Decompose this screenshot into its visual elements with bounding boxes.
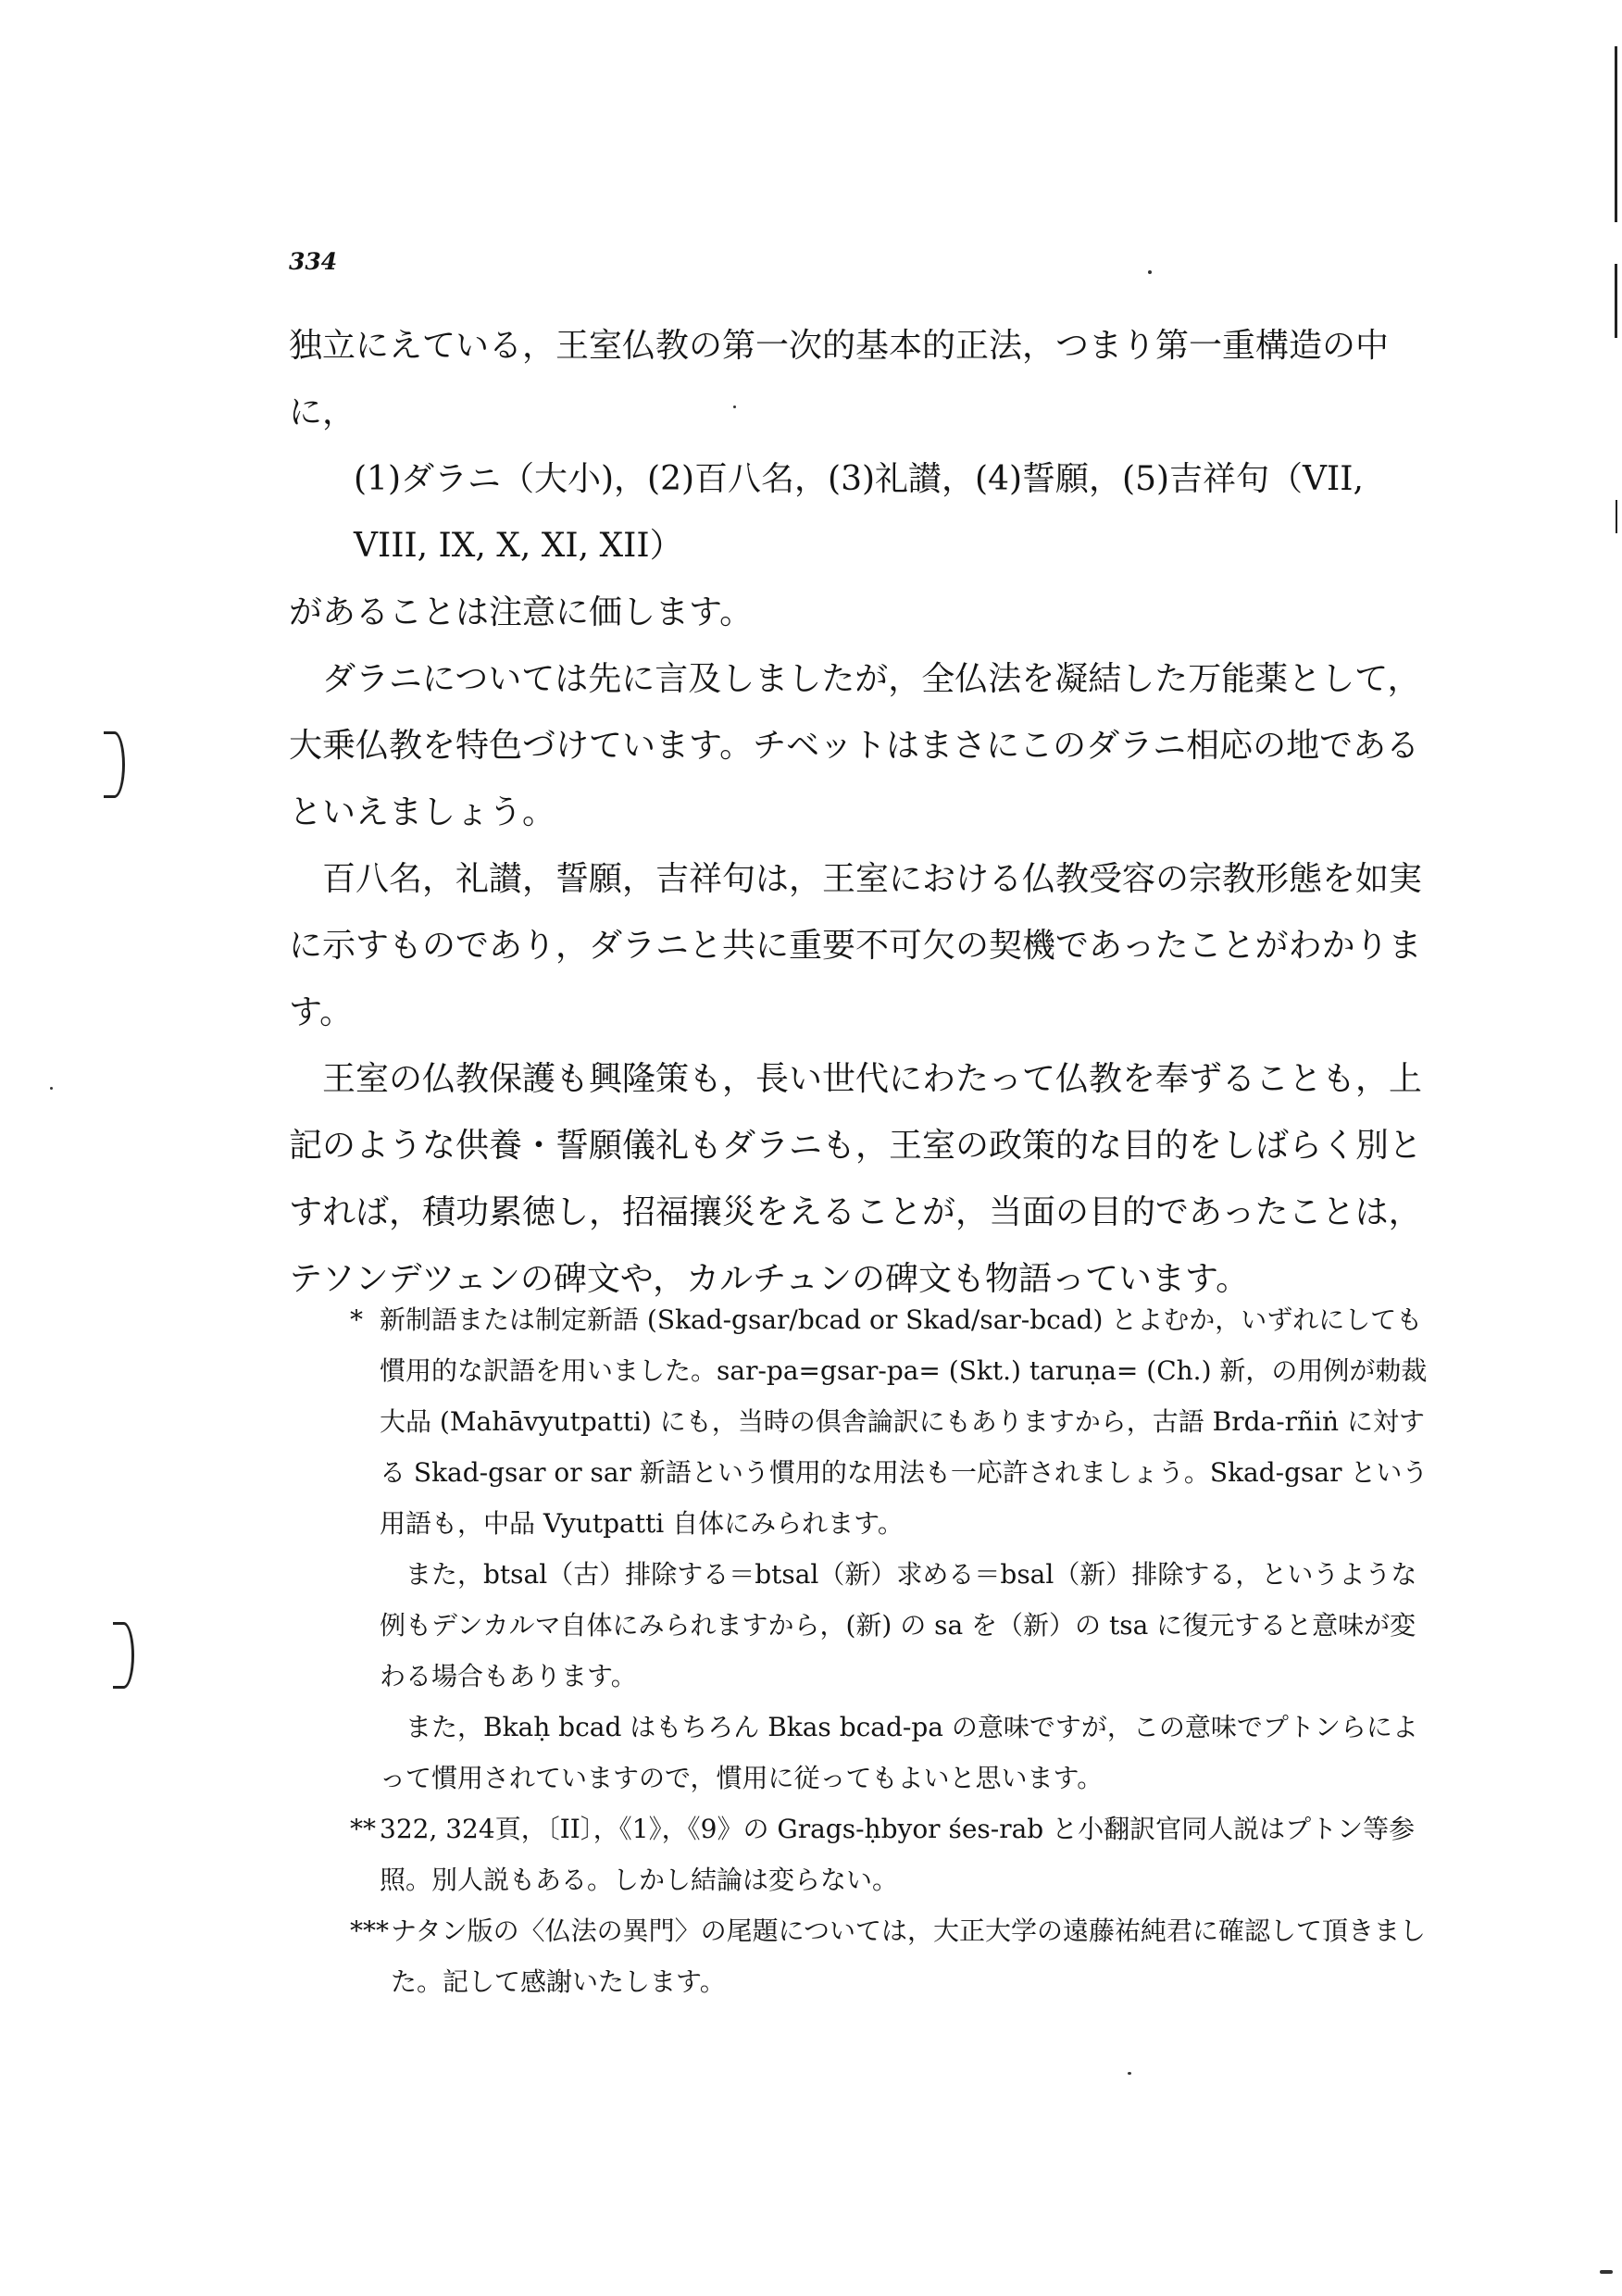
footnote-paragraph: また，Bkaḥ bcad はもちろん Bkas bcad-pa の意味ですが，この意味でプトンらによって慣用されていますので，慣用に従ってもよいと思います。: [380, 1712, 1418, 1793]
footnote-mark: **: [350, 1814, 376, 1844]
paragraph: があることは注意に価します。: [289, 593, 754, 631]
binding-hole-mark: [113, 1622, 134, 1689]
paragraph: 独立にえている，王室仏教の第一次的基本的正法，つまり第一重構造の中に，: [289, 327, 1390, 431]
page-number: 334: [289, 248, 338, 275]
paragraph: 百八名，礼讃，誓願，吉祥句は，王室における仏教受容の宗教形態を如実に示すものであり，ダラニと共に重要不可欠の契機であったことがわかります。: [289, 860, 1423, 1031]
dust-speck: [1148, 270, 1152, 274]
dust-speck: [1128, 2072, 1131, 2075]
footnotes: [350, 1294, 1433, 2007]
footnote-3: [350, 1905, 1433, 2007]
scan-edge-line: [1615, 46, 1617, 222]
paragraph: ダラニについては先に言及しましたが，全仏法を凝結した万能薬として，大乗仏教を特色づけています。チベットはまさにこのダラニ相応の地であるといえましょう。: [289, 660, 1421, 831]
footnote-paragraph: また，btsal（古）排除する＝btsal（新）求める＝bsal（新）排除する，というような例もデンカルマ自体にみられますから，(新) の sa を（新）の tsa に復元すると意味が変わる場合もあります。: [380, 1559, 1417, 1691]
footnote-2: [350, 1803, 1433, 1905]
footnote-mark: ***: [350, 1915, 389, 1946]
main-text: [289, 313, 1428, 1313]
footnote-text: 322, 324頁，〔II〕，《1》，《9》の Grags-ḥbyor śes-rab と小翻訳官同人説はプトン等参照。別人説もある。しかし結論は変らない。: [380, 1814, 1416, 1895]
paragraph: 王室の仏教保護も興隆策も，長い世代にわたって仏教を奉ずることも，上記のような供養・誓願儀礼もダラニも，王室の政策的な目的をしばらく別とすれば，積功累徳し，招福攘災をえることが，当面の目的であったことは，テソンデツェンの碑文や，カルチュンの碑文も物語っています。: [289, 1060, 1423, 1298]
footnote-text: 新制語または制定新語 (Skad-gsar/bcad or Skad/sar-bcad) とよむか，いずれにしても慣用的な訳語を用いました。sar-pa=gsar-pa= (Skt.) taruṇa= (Ch.) 新，の用例が勅裁大品 (Mahāvyutpatti) にも，当時の倶舎論訳にもありますから，古語 Brda-rñiṅ に対する Skad-gsar or sar 新語という慣用的な用法も一応許されましょう。Skad-gsar という用語も，中品 Vyutpatti 自体にみられます。: [380, 1304, 1429, 1539]
dust-speck: [50, 1087, 53, 1090]
footnote-1: [350, 1294, 1433, 1549]
dust-speck: [1600, 2270, 1613, 2274]
footnote-text: ナタン版の〈仏法の異門〉の尾題については，大正大学の遠藤祐純君に確認して頂きました。記して感謝いたします。: [391, 1915, 1427, 1997]
footnote-mark: *: [350, 1304, 363, 1335]
binding-hole-mark: [104, 731, 125, 798]
scan-edge-line: [1616, 500, 1617, 533]
scan-edge-line: [1615, 264, 1617, 338]
enumerated-list: (1)ダラニ（大小)，(2)百八名，(3)礼讃，(4)誓願，(5)吉祥句（VII, VIII, IX, X, XI, XII）: [354, 460, 1364, 565]
